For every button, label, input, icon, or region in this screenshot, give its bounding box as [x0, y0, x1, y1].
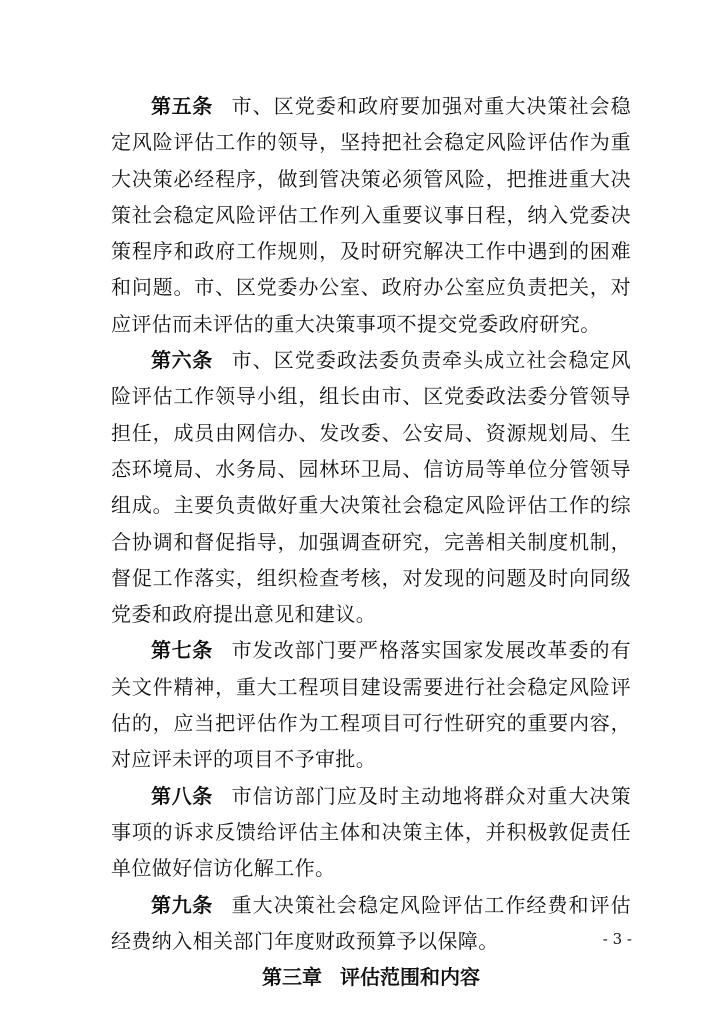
article-9 [111, 887, 631, 960]
article-7 [111, 632, 631, 777]
article-8-heading: 第八条 [151, 783, 213, 808]
chapter-title: 评估范围和内容 [340, 965, 480, 990]
article-8-text: 市信访部门应及时主动地将群众对重大决策事项的诉求反馈给评估主体和决策主体，并积极敦促责任单位做好信访化解工作。 [111, 783, 631, 881]
article-7-heading: 第七条 [151, 638, 213, 663]
article-5 [111, 88, 631, 342]
chapter-heading [111, 959, 631, 995]
article-7-text: 市发改部门要严格落实国家发展改革委的有关文件精神，重大工程项目建设需要进行社会稳定风险评估的，应当把评估作为工程项目可行性研究的重要内容，对应评未评的项目不予审批。 [111, 638, 631, 772]
article-6-text: 市、区党委政法委负责牵头成立社会稳定风险评估工作领导小组，组长由市、区党委政法委分管领导担任，成员由网信办、发改委、公安局、资源规划局、生态环境局、水务局、园林环卫局、信访局等单位分管领导组成。主要负责做好重大决策社会稳定风险评估工作的综合协调和督促指导，加强调查研究，完善相关制度机制，督促工作落实，组织检查考核，对发现的问题及时向同级党委和政府提出意见和建议。 [111, 348, 631, 627]
article-5-heading: 第五条 [151, 94, 213, 118]
article-5-text: 市、区党委和政府要加强对重大决策社会稳定风险评估工作的领导，坚持把社会稳定风险评估作为重大决策必经程序，做到管决策必须管风险，把推进重大决策社会稳定风险评估工作列入重要议事日程，纳入党委决策程序和政府工作规则，及时研究解决工作中遇到的困难和问题。市、区党委办公室、政府办公室应负责把关，对应评估而未评估的重大决策事项不提交党委政府研究。 [111, 94, 631, 336]
chapter-number: 第三章 [262, 965, 322, 990]
article-9-heading: 第九条 [151, 892, 213, 917]
document-body [111, 88, 631, 995]
article-6 [111, 342, 631, 632]
article-8 [111, 778, 631, 887]
article-6-heading: 第六条 [151, 348, 213, 373]
page-number: - 3 - [602, 930, 632, 948]
article-9-text: 重大决策社会稳定风险评估工作经费和评估经费纳入相关部门年度财政预算予以保障。 [111, 892, 631, 953]
